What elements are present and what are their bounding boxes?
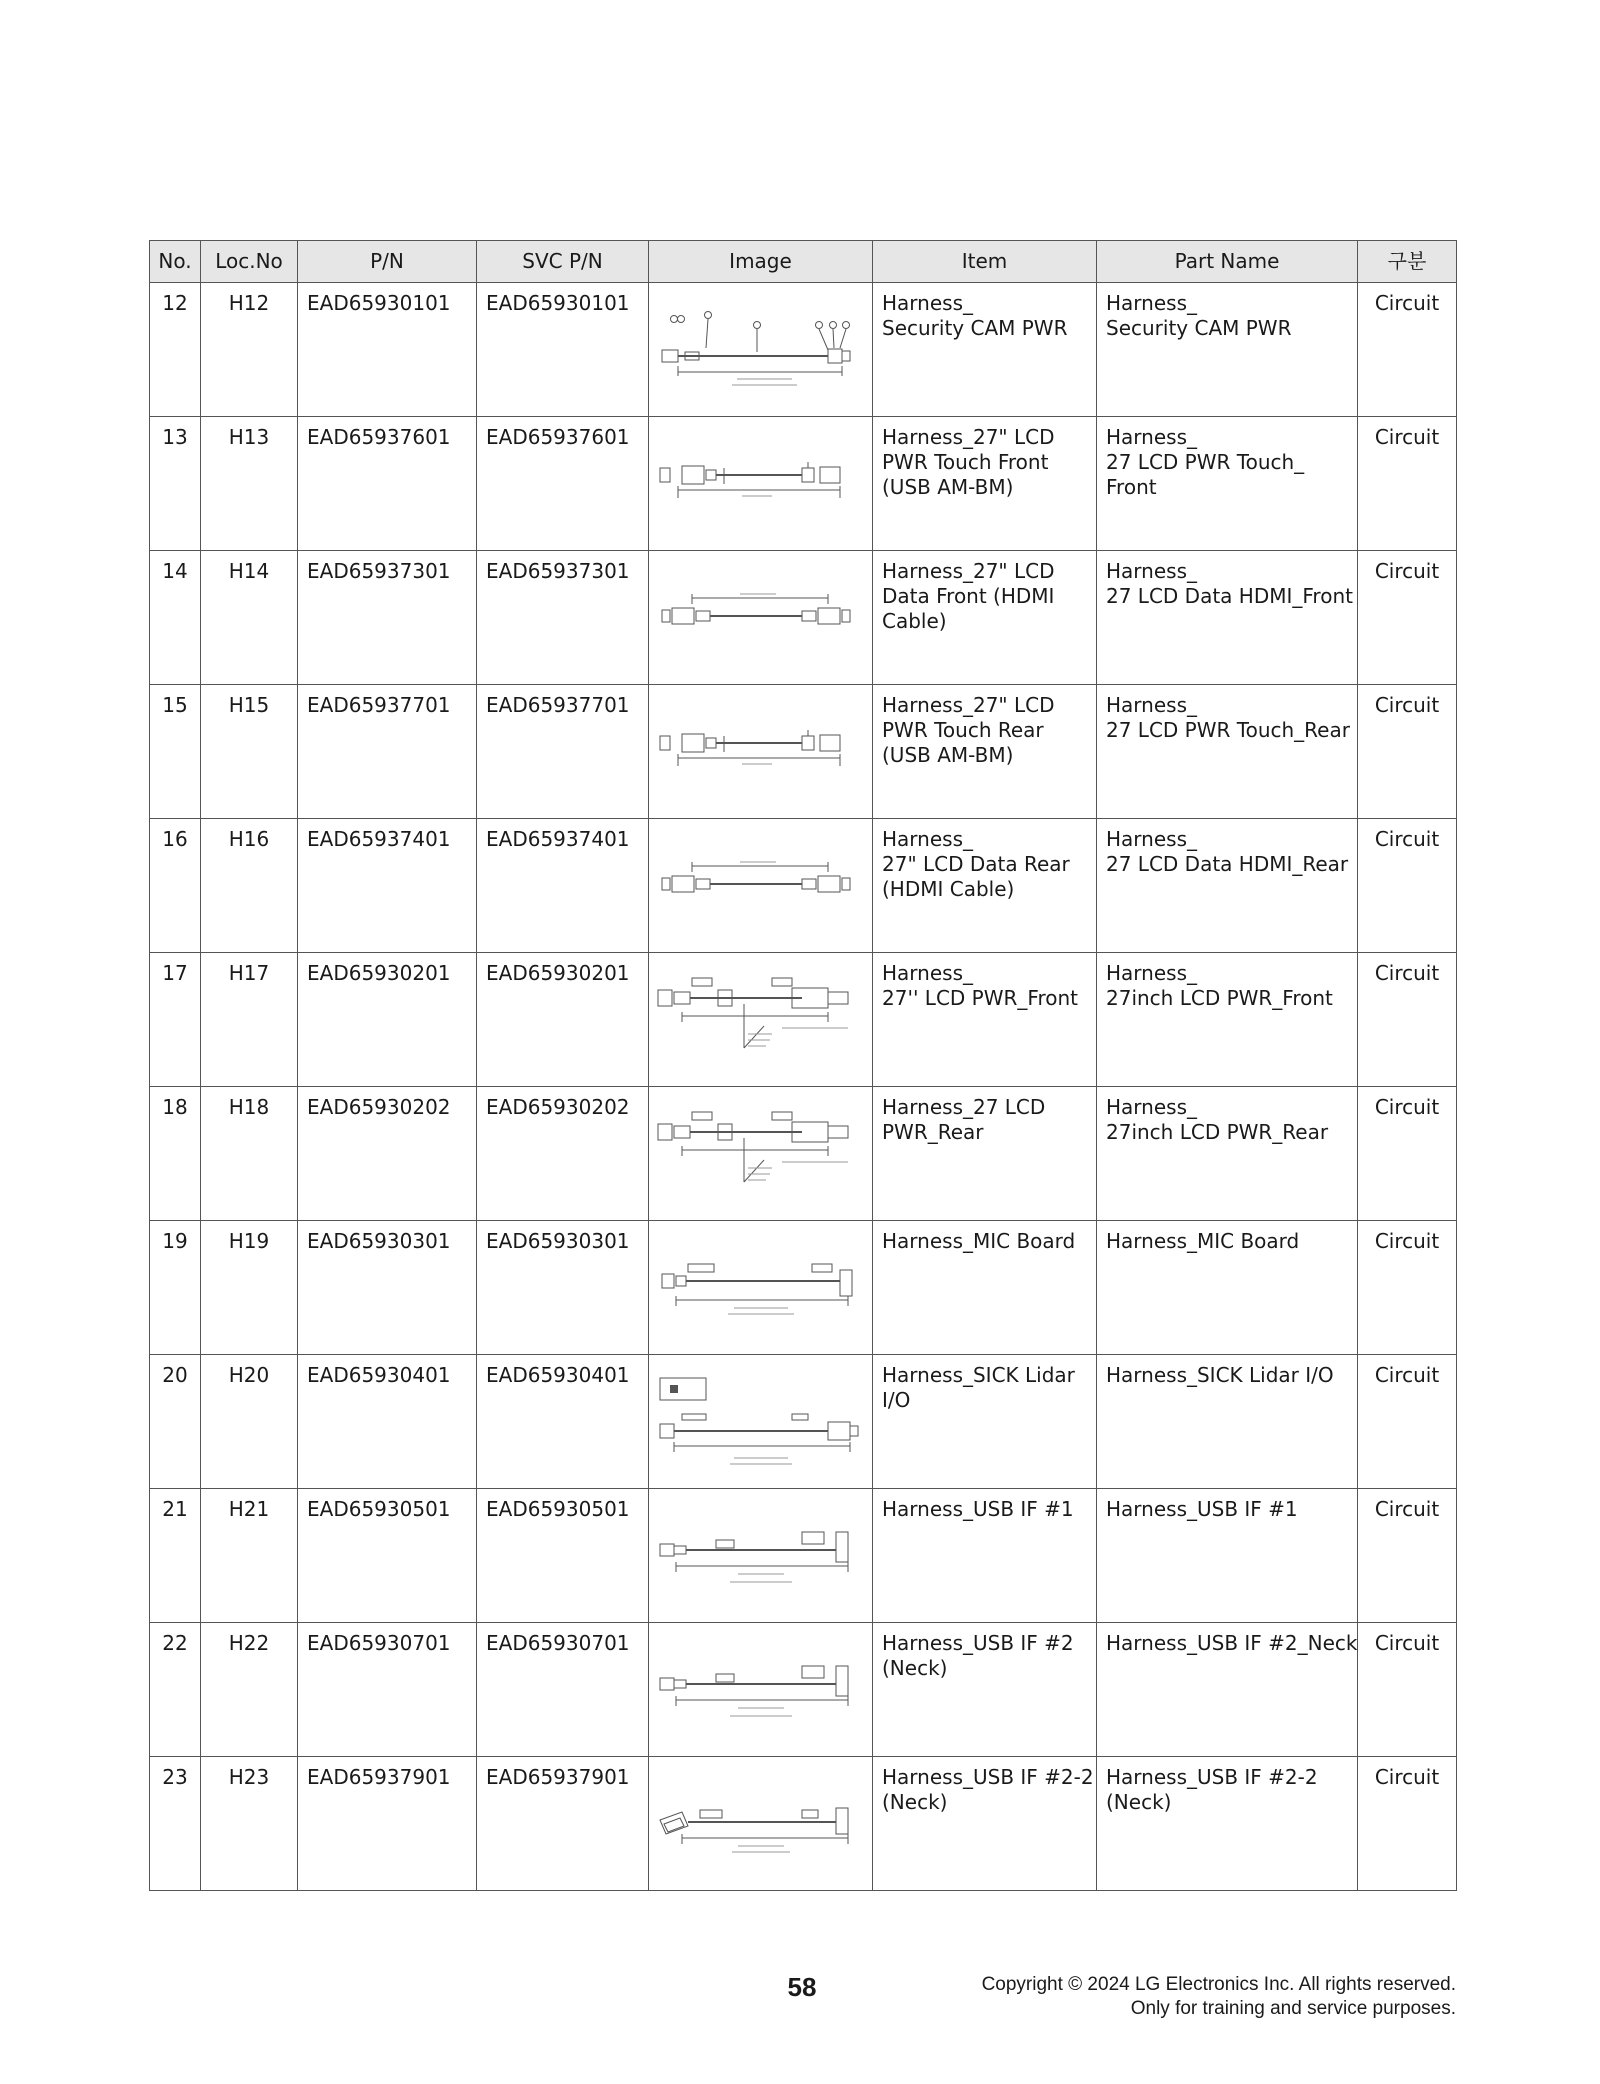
location-number: H20 bbox=[201, 1355, 298, 1489]
item-name-line: Harness_USB IF #2 bbox=[882, 1631, 1074, 1655]
item-name-line: Harness_USB IF #1 bbox=[882, 1497, 1074, 1521]
location-number: H21 bbox=[201, 1489, 298, 1623]
harness-security-cam-pwr-drawing bbox=[652, 286, 869, 410]
item-name bbox=[873, 685, 1097, 819]
harness-lcd-pwr-drawing bbox=[652, 956, 869, 1080]
item-name bbox=[873, 1623, 1097, 1757]
part-name bbox=[1097, 417, 1358, 551]
item-name-line: (USB AM-BM) bbox=[882, 743, 1014, 767]
row-number: 21 bbox=[150, 1489, 201, 1623]
item-name-line: Harness_27" LCD bbox=[882, 559, 1055, 583]
location-number: H13 bbox=[201, 417, 298, 551]
item-name-line: 27" LCD Data Rear bbox=[882, 852, 1070, 876]
part-name-line: 27inch LCD PWR_Front bbox=[1106, 986, 1333, 1010]
part-number: EAD65937701 bbox=[298, 685, 477, 819]
part-number: EAD65937401 bbox=[298, 819, 477, 953]
item-name bbox=[873, 1757, 1097, 1891]
part-name bbox=[1097, 685, 1358, 819]
item-name-line: Harness_27" LCD bbox=[882, 693, 1055, 717]
service-part-number: EAD65930101 bbox=[477, 283, 649, 417]
part-name-line: Harness_ bbox=[1106, 961, 1197, 985]
category: Circuit bbox=[1358, 953, 1457, 1087]
item-name-line: Harness_MIC Board bbox=[882, 1229, 1076, 1253]
row-number: 13 bbox=[150, 417, 201, 551]
item-name-line: (HDMI Cable) bbox=[882, 877, 1015, 901]
harness-usb-if-drawing bbox=[652, 1626, 869, 1750]
table-row bbox=[150, 1623, 1457, 1757]
harness-usb-am-bm-drawing bbox=[652, 688, 869, 812]
row-number: 22 bbox=[150, 1623, 201, 1757]
parts-table bbox=[149, 240, 1457, 1891]
part-name-line: 27inch LCD PWR_Rear bbox=[1106, 1120, 1329, 1144]
image-cell bbox=[649, 685, 873, 819]
location-number: H23 bbox=[201, 1757, 298, 1891]
copyright-line-1: Copyright © 2024 LG Electronics Inc. All rights reserved. bbox=[981, 1974, 1456, 1995]
location-number: H15 bbox=[201, 685, 298, 819]
part-name-line: Front bbox=[1106, 475, 1157, 499]
item-name-line: (USB AM-BM) bbox=[882, 475, 1014, 499]
item-name bbox=[873, 1087, 1097, 1221]
row-number: 15 bbox=[150, 685, 201, 819]
image-cell bbox=[649, 417, 873, 551]
service-part-number: EAD65930701 bbox=[477, 1623, 649, 1757]
category: Circuit bbox=[1358, 685, 1457, 819]
part-name-line: 27 LCD PWR Touch_Rear bbox=[1106, 718, 1350, 742]
table-row bbox=[150, 819, 1457, 953]
item-name bbox=[873, 551, 1097, 685]
part-name bbox=[1097, 819, 1358, 953]
location-number: H17 bbox=[201, 953, 298, 1087]
item-name-line: Data Front (HDMI bbox=[882, 584, 1055, 608]
header-pn: P/N bbox=[298, 241, 477, 283]
part-number: EAD65937601 bbox=[298, 417, 477, 551]
harness-mic-board-drawing bbox=[652, 1224, 869, 1348]
row-number: 19 bbox=[150, 1221, 201, 1355]
table-body bbox=[150, 283, 1457, 1891]
row-number: 18 bbox=[150, 1087, 201, 1221]
part-number: EAD65930701 bbox=[298, 1623, 477, 1757]
part-name-line: Harness_ bbox=[1106, 425, 1197, 449]
part-name bbox=[1097, 1623, 1358, 1757]
item-name-line: Cable) bbox=[882, 609, 947, 633]
table-row bbox=[150, 283, 1457, 417]
image-cell bbox=[649, 1623, 873, 1757]
service-part-number: EAD65937601 bbox=[477, 417, 649, 551]
part-name-line: Harness_USB IF #1 bbox=[1106, 1497, 1298, 1521]
part-name-line: Harness_ bbox=[1106, 693, 1197, 717]
header-part-name: Part Name bbox=[1097, 241, 1358, 283]
part-number: EAD65930301 bbox=[298, 1221, 477, 1355]
part-name-line: 27 LCD Data HDMI_Rear bbox=[1106, 852, 1349, 876]
item-name-line: 27'' LCD PWR_Front bbox=[882, 986, 1078, 1010]
table-row bbox=[150, 551, 1457, 685]
row-number: 16 bbox=[150, 819, 201, 953]
service-part-number: EAD65930401 bbox=[477, 1355, 649, 1489]
part-name-line: Harness_ bbox=[1106, 291, 1197, 315]
row-number: 17 bbox=[150, 953, 201, 1087]
category: Circuit bbox=[1358, 551, 1457, 685]
part-name-line: Harness_USB IF #2_Neck bbox=[1106, 1631, 1358, 1655]
table-row bbox=[150, 1221, 1457, 1355]
service-part-number: EAD65930301 bbox=[477, 1221, 649, 1355]
copyright-notice bbox=[982, 1973, 1456, 2021]
image-cell bbox=[649, 551, 873, 685]
image-cell bbox=[649, 953, 873, 1087]
table-row bbox=[150, 1087, 1457, 1221]
item-name bbox=[873, 417, 1097, 551]
item-name-line: Harness_27 LCD bbox=[882, 1095, 1046, 1119]
item-name bbox=[873, 283, 1097, 417]
category: Circuit bbox=[1358, 283, 1457, 417]
item-name-line: Security CAM PWR bbox=[882, 316, 1068, 340]
row-number: 12 bbox=[150, 283, 201, 417]
service-part-number: EAD65930201 bbox=[477, 953, 649, 1087]
service-part-number: EAD65930202 bbox=[477, 1087, 649, 1221]
category: Circuit bbox=[1358, 417, 1457, 551]
item-name bbox=[873, 1221, 1097, 1355]
table-header-row bbox=[150, 241, 1457, 283]
item-name-line: Harness_SICK Lidar bbox=[882, 1363, 1075, 1387]
item-name-line: PWR Touch Rear bbox=[882, 718, 1044, 742]
harness-hdmi-cable-drawing bbox=[652, 554, 869, 678]
item-name-line: Harness_USB IF #2-2 bbox=[882, 1765, 1094, 1789]
image-cell bbox=[649, 283, 873, 417]
part-number: EAD65930201 bbox=[298, 953, 477, 1087]
part-name-line: Harness_SICK Lidar I/O bbox=[1106, 1363, 1334, 1387]
item-name-line: Harness_27" LCD bbox=[882, 425, 1055, 449]
image-cell bbox=[649, 1221, 873, 1355]
part-name-line: Harness_ bbox=[1106, 827, 1197, 851]
location-number: H16 bbox=[201, 819, 298, 953]
location-number: H19 bbox=[201, 1221, 298, 1355]
header-category: 구분 bbox=[1358, 241, 1457, 283]
service-part-number: EAD65930501 bbox=[477, 1489, 649, 1623]
image-cell bbox=[649, 1355, 873, 1489]
part-number: EAD65937901 bbox=[298, 1757, 477, 1891]
table-row bbox=[150, 1489, 1457, 1623]
item-name bbox=[873, 953, 1097, 1087]
part-name-line: 27 LCD PWR Touch_ bbox=[1106, 450, 1305, 474]
part-name bbox=[1097, 1757, 1358, 1891]
harness-lcd-pwr-drawing bbox=[652, 1090, 869, 1214]
table-row bbox=[150, 953, 1457, 1087]
service-part-number: EAD65937701 bbox=[477, 685, 649, 819]
table-row bbox=[150, 1355, 1457, 1489]
item-name-line: (Neck) bbox=[882, 1656, 948, 1680]
category: Circuit bbox=[1358, 1489, 1457, 1623]
category: Circuit bbox=[1358, 819, 1457, 953]
part-name-line: 27 LCD Data HDMI_Front bbox=[1106, 584, 1353, 608]
location-number: H14 bbox=[201, 551, 298, 685]
image-cell bbox=[649, 1757, 873, 1891]
location-number: H18 bbox=[201, 1087, 298, 1221]
image-cell bbox=[649, 819, 873, 953]
part-number: EAD65930501 bbox=[298, 1489, 477, 1623]
image-cell bbox=[649, 1087, 873, 1221]
category: Circuit bbox=[1358, 1757, 1457, 1891]
item-name-line: (Neck) bbox=[882, 1790, 948, 1814]
part-name bbox=[1097, 1221, 1358, 1355]
header-item: Item bbox=[873, 241, 1097, 283]
part-name bbox=[1097, 953, 1358, 1087]
part-number: EAD65937301 bbox=[298, 551, 477, 685]
header-svc-pn: SVC P/N bbox=[477, 241, 649, 283]
item-name-line: PWR_Rear bbox=[882, 1120, 984, 1144]
item-name bbox=[873, 819, 1097, 953]
harness-usb-if-2-2-drawing bbox=[652, 1760, 869, 1884]
row-number: 14 bbox=[150, 551, 201, 685]
part-name-line: Harness_ bbox=[1106, 1095, 1197, 1119]
part-name bbox=[1097, 551, 1358, 685]
row-number: 20 bbox=[150, 1355, 201, 1489]
item-name-line: I/O bbox=[882, 1388, 911, 1412]
part-name-line: Security CAM PWR bbox=[1106, 316, 1292, 340]
item-name bbox=[873, 1355, 1097, 1489]
harness-hdmi-cable-drawing bbox=[652, 822, 869, 946]
service-part-number: EAD65937901 bbox=[477, 1757, 649, 1891]
part-number: EAD65930101 bbox=[298, 283, 477, 417]
page-number: 58 bbox=[787, 1972, 817, 2002]
category: Circuit bbox=[1358, 1221, 1457, 1355]
service-part-number: EAD65937401 bbox=[477, 819, 649, 953]
location-number: H12 bbox=[201, 283, 298, 417]
part-name-line: Harness_ bbox=[1106, 559, 1197, 583]
item-name-line: PWR Touch Front bbox=[882, 450, 1049, 474]
part-number: EAD65930202 bbox=[298, 1087, 477, 1221]
category: Circuit bbox=[1358, 1355, 1457, 1489]
category: Circuit bbox=[1358, 1087, 1457, 1221]
harness-usb-if-drawing bbox=[652, 1492, 869, 1616]
item-name-line: Harness_ bbox=[882, 291, 973, 315]
part-name-line: Harness_MIC Board bbox=[1106, 1229, 1300, 1253]
part-name bbox=[1097, 1355, 1358, 1489]
copyright-line-2: Only for training and service purposes. bbox=[1130, 1998, 1456, 2019]
table-row bbox=[150, 417, 1457, 551]
harness-sick-lidar-drawing bbox=[652, 1358, 869, 1482]
location-number: H22 bbox=[201, 1623, 298, 1757]
item-name-line: Harness_ bbox=[882, 827, 973, 851]
part-name bbox=[1097, 283, 1358, 417]
table-row bbox=[150, 685, 1457, 819]
header-image: Image bbox=[649, 241, 873, 283]
part-name bbox=[1097, 1087, 1358, 1221]
part-number: EAD65930401 bbox=[298, 1355, 477, 1489]
part-name-line: (Neck) bbox=[1106, 1790, 1172, 1814]
category: Circuit bbox=[1358, 1623, 1457, 1757]
header-loc-no: Loc.No bbox=[201, 241, 298, 283]
part-name bbox=[1097, 1489, 1358, 1623]
part-name-line: Harness_USB IF #2-2 bbox=[1106, 1765, 1318, 1789]
item-name-line: Harness_ bbox=[882, 961, 973, 985]
image-cell bbox=[649, 1489, 873, 1623]
harness-usb-am-bm-drawing bbox=[652, 420, 869, 544]
service-part-number: EAD65937301 bbox=[477, 551, 649, 685]
table-row bbox=[150, 1757, 1457, 1891]
header-no: No. bbox=[150, 241, 201, 283]
item-name bbox=[873, 1489, 1097, 1623]
row-number: 23 bbox=[150, 1757, 201, 1891]
